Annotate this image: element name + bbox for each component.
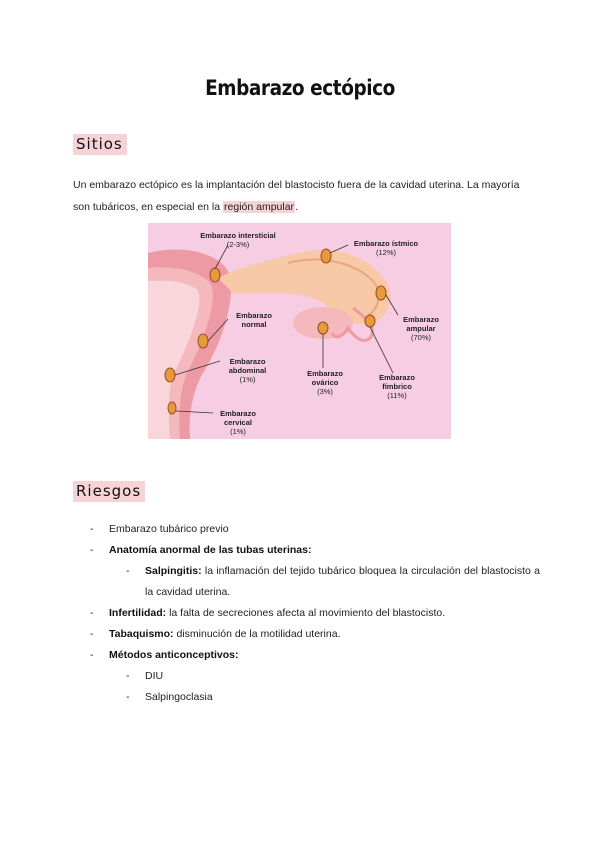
implant-intersticial xyxy=(210,268,220,282)
sub-list xyxy=(109,666,540,708)
page-title: Embarazo ectópico xyxy=(205,76,395,100)
intro-paragraph xyxy=(73,174,533,218)
implant-ovarico xyxy=(318,322,328,334)
intro-text: Un embarazo ectópico es la implantación del blastocisto fuera de la cavidad uterina. La mayoría son tubáricos, en especial en la xyxy=(73,179,520,213)
list-item: - Infertilidad: la falta de secreciones afecta al movimiento del blastocisto. xyxy=(90,607,446,619)
list-item: - Anatomía anormal de las tubas uterinas: - Salpingitis: la inflamación del tejido tubárico bloquea la circulación del blastocisto a la cavidad uterina. xyxy=(90,540,540,603)
highlight-region-ampular: región ampular xyxy=(224,201,295,213)
list-item: - Tabaquismo: disminución de la motilidad uterina. xyxy=(90,628,341,640)
implant-cervical xyxy=(168,402,176,414)
label-normal: Embarazo normal xyxy=(236,311,272,329)
list-item: - Embarazo tubárico previo xyxy=(90,523,229,535)
label-ampular: Embarazo ampular (70%) xyxy=(403,315,439,342)
list-item: - Métodos anticonceptivos: - DIU - Salpingoclasia xyxy=(90,645,540,708)
risk-list xyxy=(90,519,540,708)
sub-list xyxy=(109,561,540,603)
implant-normal xyxy=(198,334,208,348)
ectopic-sites-diagram xyxy=(148,223,451,439)
label-fimbrico: Embarazo fímbrico (11%) xyxy=(379,373,415,400)
list-item: - DIU xyxy=(126,670,164,682)
label-istmico: Embarazo ístmico (12%) xyxy=(353,239,419,257)
label-abdominal: Embarazo abdominal (1%) xyxy=(228,357,267,384)
implant-istmico xyxy=(321,249,331,263)
label-cervical: Embarazo cervical (1%) xyxy=(220,409,256,436)
intro-text-end: . xyxy=(295,201,298,213)
label-intersticial: Embarazo intersticial (2-3%) xyxy=(200,231,276,249)
list-item: - Salpingitis: la inflamación del tejido tubárico bloquea la circulación del blastocisto a la cavidad uterina. xyxy=(126,565,540,598)
implant-abdominal xyxy=(165,368,175,382)
list-item: - Salpingoclasia xyxy=(126,691,213,703)
section-heading-sitios: Sitios xyxy=(73,134,127,155)
implant-fimbrico xyxy=(365,315,375,327)
implant-ampular xyxy=(376,286,386,300)
section-heading-riesgos: Riesgos xyxy=(73,481,145,502)
label-ovarico: Embarazo ovárico (3%) xyxy=(307,369,343,396)
